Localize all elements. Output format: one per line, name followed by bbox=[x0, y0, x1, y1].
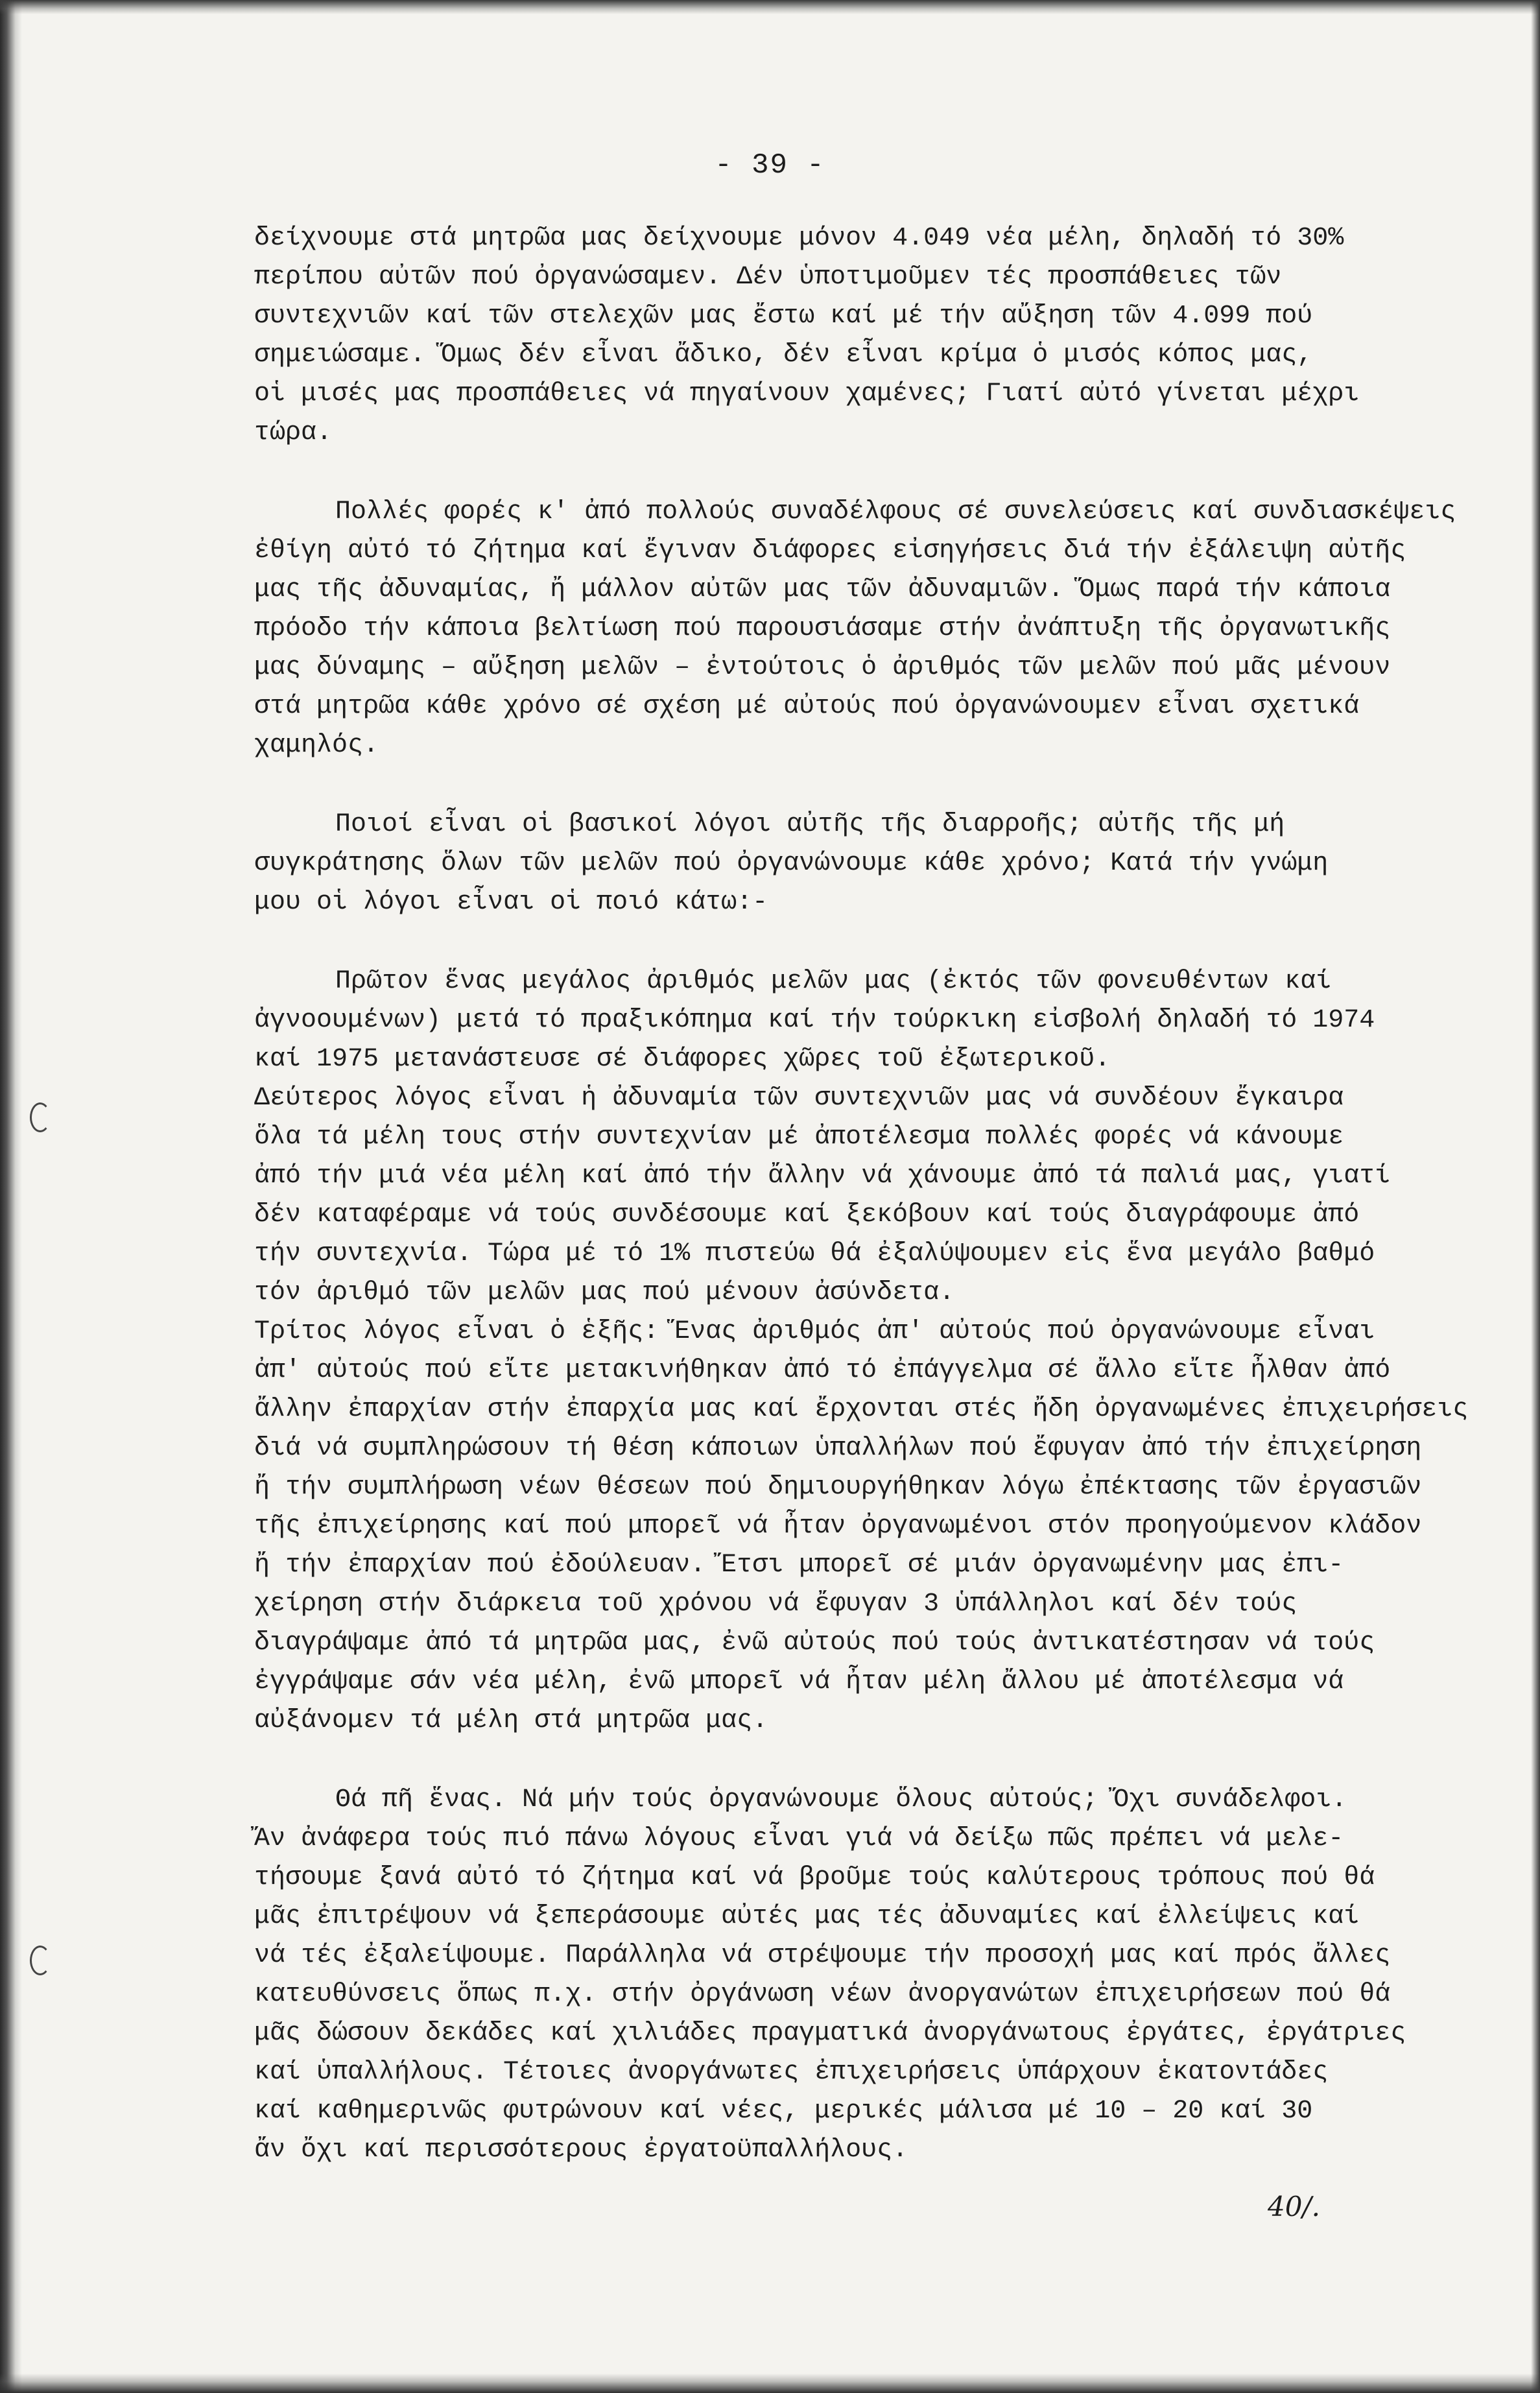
paragraph-4 bbox=[254, 962, 1486, 1741]
text-line: τήν συντεχνία. Τώρα μέ τό 1% πιστεύω θά ἐξαλύψουμεν εἰς ἕνα μεγάλο βαθμό bbox=[254, 1239, 1375, 1268]
text-line: Πολλές φορές κ' ἀπό πολλούς συναδέλφους σέ συνελεύσεις καί συνδιασκέψεις bbox=[335, 497, 1456, 527]
text-line: σημειώσαμε. Ὅμως δέν εἶναι ἄδικο, δέν εἶναι κρίμα ὁ μισός κόπος μας, bbox=[254, 340, 1313, 370]
text-line: πρόοδο τήν κάποια βελτίωση πού παρουσιάσαμε στήν ἀνάπτυξη τῆς ὀργανωτικῆς bbox=[254, 614, 1391, 643]
text-line: στά μητρῶα κάθε χρόνο σέ σχέση μέ αὐτούς πού ὀργανώνουμεν εἶναι σχετικά bbox=[254, 692, 1360, 721]
text-line: τήσουμε ξανά αὐτό τό ζήτημα καί νά βροῦμε τούς καλύτερους τρόπους πού θά bbox=[254, 1863, 1375, 1892]
text-line: περίπου αὐτῶν πού ὀργανώσαμεν. Δέν ὑποτιμοῦμεν τές προσπάθειες τῶν bbox=[254, 263, 1282, 292]
text-line: Τρίτος λόγος εἶναι ὁ ἑξῆς: Ἕνας ἀριθμός ἀπ' αὐτούς πού ὀργανώνουμε εἶναι bbox=[254, 1317, 1375, 1346]
text-line: ἀγνοουμένων) μετά τό πραξικόπημα καί τήν τούρκικη εἰσβολή δηλαδή τό 1974 bbox=[254, 1006, 1375, 1035]
scan-edge-right bbox=[1531, 0, 1540, 2393]
text-line: ἄλλην ἐπαρχίαν στήν ἐπαρχία μας καί ἔρχονται στές ἤδη ὀργανωμένες ἐπιχειρήσεις bbox=[254, 1395, 1469, 1424]
text-line: ἀπό τήν μιά νέα μέλη καί ἀπό τήν ἄλλην νά χάνουμε ἀπό τά παλιά μας, γιατί bbox=[254, 1161, 1391, 1191]
text-line: οἱ μισές μας προσπάθειες νά πηγαίνουν χαμένες; Γιατί αὐτό γίνεται μέχρι bbox=[254, 379, 1360, 409]
paragraph-5 bbox=[254, 1781, 1486, 2170]
text-line: Ποιοί εἶναι οἱ βασικοί λόγοι αὐτῆς τῆς διαρροῆς; αὐτῆς τῆς μή bbox=[335, 810, 1285, 839]
text-line: ἐγγράψαμε σάν νέα μέλη, ἐνῶ μπορεῖ νά ἦταν μέλη ἄλλου μέ ἀποτέλεσμα νά bbox=[254, 1667, 1344, 1697]
text-line: Πρῶτον ἕνας μεγάλος ἀριθμός μελῶν μας (ἐκτός τῶν φονευθέντων καί bbox=[335, 967, 1332, 996]
text-line: τώρα. bbox=[254, 418, 333, 447]
text-line: μας τῆς ἀδυναμίας, ἤ μάλλον αὐτῶν μας τῶν ἀδυναμιῶν. Ὅμως παρά τήν κάποια bbox=[254, 575, 1391, 604]
text-line: χείρηση στήν διάρκεια τοῦ χρόνου νά ἔφυγαν 3 ὑπάλληλοι καί δέν τούς bbox=[254, 1589, 1297, 1619]
text-line: ἐθίγη αὐτό τό ζήτημα καί ἔγιναν διάφορες εἰσηγήσεις διά τήν ἐξάλειψη αὐτῆς bbox=[254, 536, 1406, 566]
punch-hole-mark bbox=[30, 1102, 51, 1132]
text-line: συγκράτησης ὅλων τῶν μελῶν πού ὀργανώνουμε κάθε χρόνο; Κατά τήν γνώμη bbox=[254, 849, 1329, 878]
text-line: μας δύναμης – αὔξηση μελῶν – ἐντούτοις ὁ ἀριθμός τῶν μελῶν πού μᾶς μένουν bbox=[254, 653, 1391, 682]
next-page-marker: 40/. bbox=[1268, 2191, 1320, 2222]
text-line: ἤ τήν ἐπαρχίαν πού ἐδούλευαν. Ἔτσι μπορεῖ σέ μιάν ὀργανωμένην μας ἐπι- bbox=[254, 1551, 1344, 1580]
text-line: καί 1975 μετανάστευσε σέ διάφορες χῶρες τοῦ ἐξωτερικοῦ. bbox=[254, 1045, 1111, 1074]
text-line: μου οἱ λόγοι εἶναι οἱ ποιό κάτω:- bbox=[254, 888, 768, 917]
text-line: μᾶς δώσουν δεκάδες καί χιλιάδες πραγματικά ἀνοργάνωτους ἐργάτες, ἐργάτριες bbox=[254, 2019, 1406, 2048]
text-line: ἀπ' αὐτούς πού εἴτε μετακινήθηκαν ἀπό τό ἐπάγγελμα σέ ἄλλο εἴτε ἦλθαν ἀπό bbox=[254, 1356, 1391, 1385]
paragraph-1 bbox=[254, 219, 1486, 453]
page-number: - 39 - bbox=[715, 149, 825, 182]
text-line: Δεύτερος λόγος εἶναι ἡ ἀδυναμία τῶν συντεχνιῶν μας νά συνδέουν ἔγκαιρα bbox=[254, 1084, 1344, 1113]
scan-edge-left bbox=[0, 0, 22, 2393]
scan-edge-top bbox=[0, 0, 1540, 14]
text-line: διά νά συμπληρώσουν τή θέση κάποιων ὑπαλλήλων πού ἔφυγαν ἀπό τήν ἐπιχείρηση bbox=[254, 1434, 1422, 1463]
text-line: τόν ἀριθμό τῶν μελῶν μας πού μένουν ἀσύνδετα. bbox=[254, 1278, 955, 1307]
text-line: χαμηλός. bbox=[254, 731, 379, 760]
text-line: ὅλα τά μέλη τους στήν συντεχνίαν μέ ἀποτέλεσμα πολλές φορές νά κάνουμε bbox=[254, 1123, 1344, 1152]
text-line: αὐξάνομεν τά μέλη στά μητρῶα μας. bbox=[254, 1706, 768, 1735]
text-line: νά τές ἐξαλείψουμε. Παράλληλα νά στρέψουμε τήν προσοχή μας καί πρός ἄλλες bbox=[254, 1941, 1391, 1970]
text-line: μᾶς ἐπιτρέψουν νά ξεπεράσουμε αὐτές μας τές ἀδυναμίες καί ἐλλείψεις καί bbox=[254, 1902, 1360, 1931]
text-line: Ἄν ἀνάφερα τούς πιό πάνω λόγους εἶναι γιά νά δείξω πῶς πρέπει νά μελε- bbox=[254, 1824, 1344, 1853]
text-line: ἤ τήν συμπλήρωση νέων θέσεων πού δημιουργήθηκαν λόγω ἐπέκτασης τῶν ἐργασιῶν bbox=[254, 1473, 1422, 1502]
text-line: συντεχνιῶν καί τῶν στελεχῶν μας ἔστω καί μέ τήν αὔξηση τῶν 4.099 πού bbox=[254, 302, 1313, 331]
text-line: δείχνουμε στά μητρῶα μας δείχνουμε μόνον 4.049 νέα μέλη, δηλαδή τό 30% bbox=[254, 224, 1344, 253]
scan-edge-bottom bbox=[0, 2374, 1540, 2393]
paragraph-3 bbox=[254, 805, 1486, 922]
punch-hole-mark bbox=[30, 1946, 51, 1975]
text-line: κατευθύνσεις ὅπως π.χ. στήν ὀργάνωση νέων ἀνοργανώτων ἐπιχειρήσεων πού θά bbox=[254, 1980, 1391, 2009]
text-line: δέν καταφέραμε νά τούς συνδέσουμε καί ξεκόβουν καί τούς διαγράφουμε ἀπό bbox=[254, 1200, 1360, 1230]
text-line: διαγράψαμε ἀπό τά μητρῶα μας, ἐνῶ αὐτούς πού τούς ἀντικατέστησαν νά τούς bbox=[254, 1628, 1375, 1658]
text-line: τῆς ἐπιχείρησης καί πού μπορεῖ νά ἦταν ὀργανωμένοι στόν προηγούμενον κλάδον bbox=[254, 1512, 1422, 1541]
text-line: Θά πῆ ἕνας. Νά μήν τούς ὀργανώνουμε ὅλους αὐτούς; Ὄχι συνάδελφοι. bbox=[335, 1785, 1347, 1815]
text-line: ἄν ὄχι καί περισσότερους ἐργατοϋπαλλήλους. bbox=[254, 2136, 908, 2165]
document-body bbox=[254, 219, 1486, 2170]
text-line: καί ὑπαλλήλους. Τέτοιες ἀνοργάνωτες ἐπιχειρήσεις ὑπάρχουν ἑκατοντάδες bbox=[254, 2058, 1329, 2087]
paragraph-2 bbox=[254, 493, 1486, 765]
text-line: καί καθημερινῶς φυτρώνουν καί νέες, μερικές μάλισα μέ 10 – 20 καί 30 bbox=[254, 2097, 1313, 2126]
